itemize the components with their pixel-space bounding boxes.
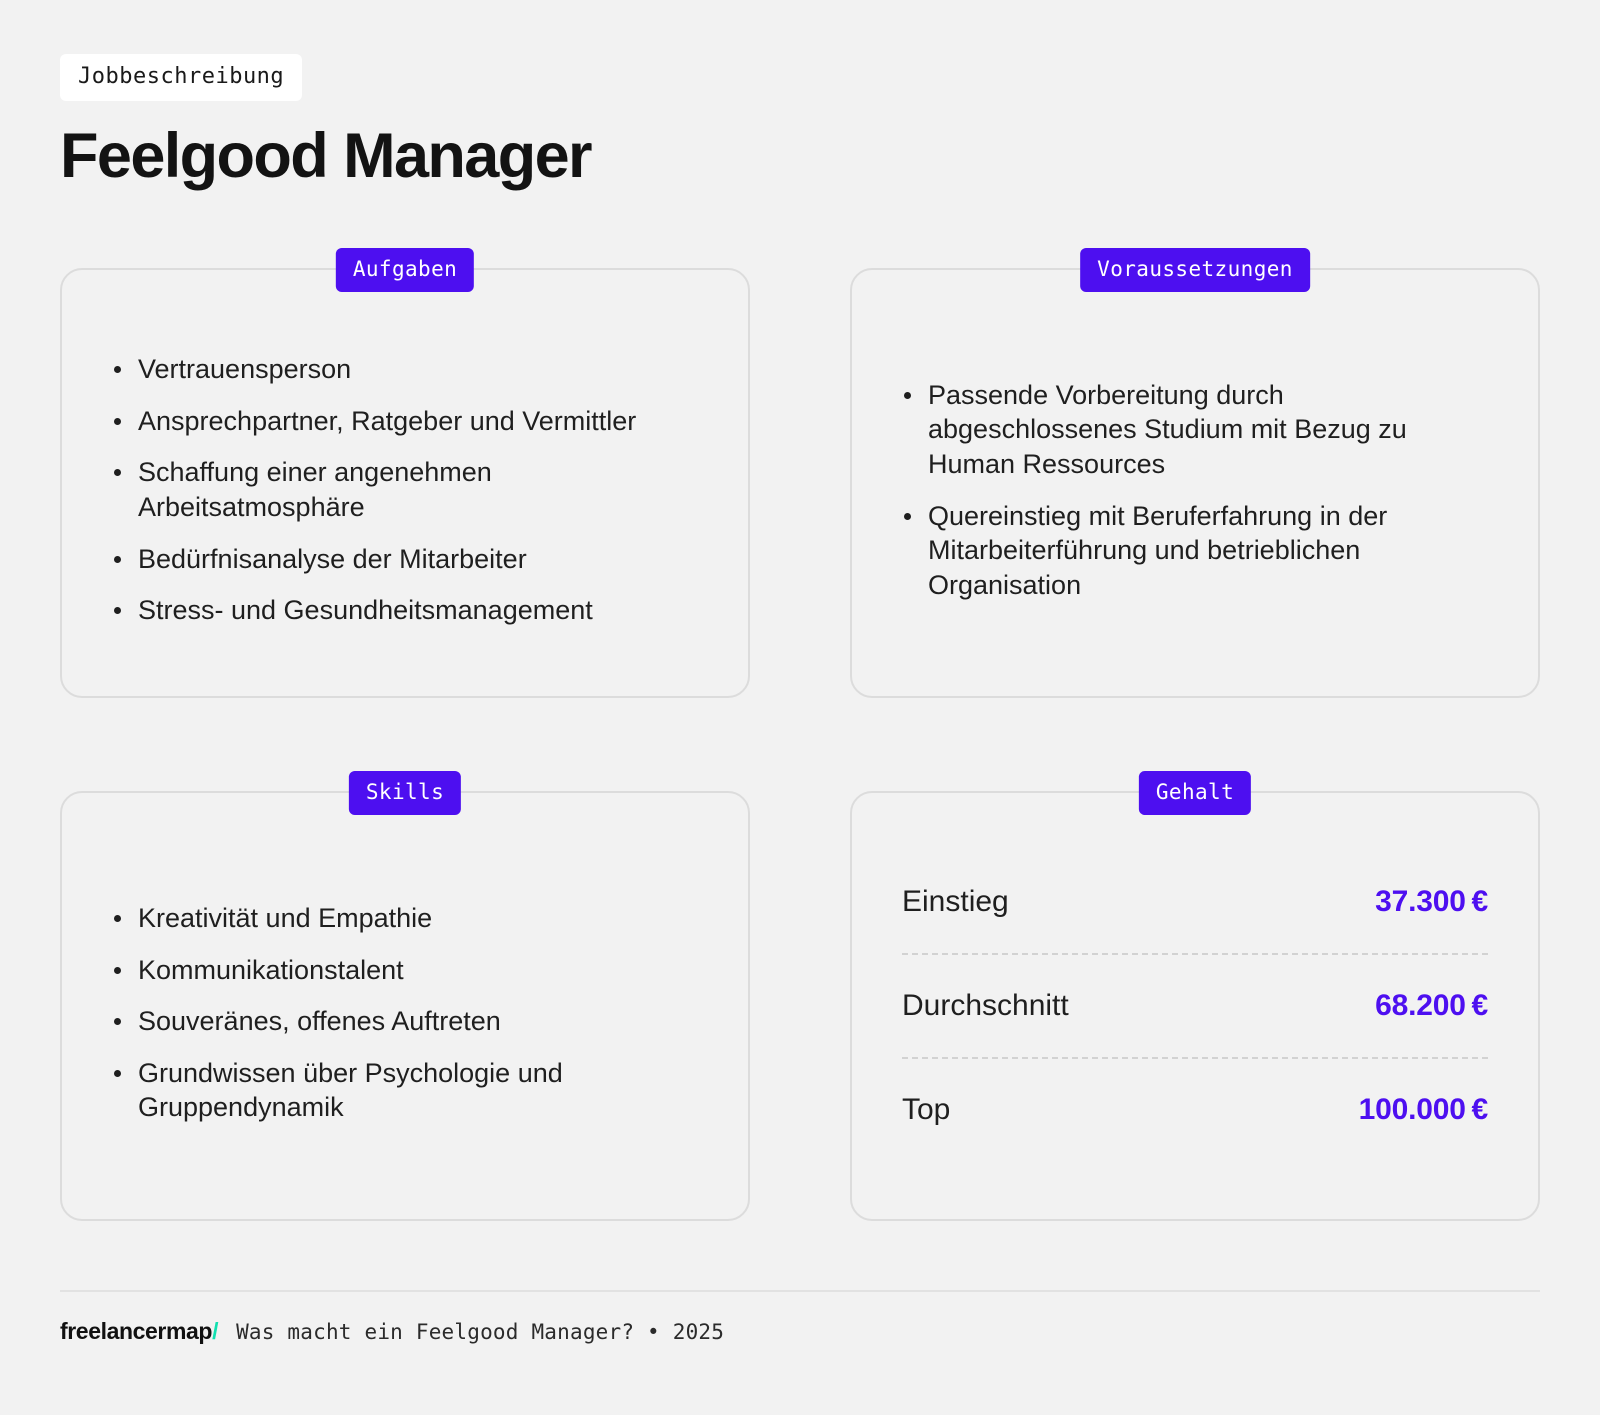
list-item: Souveränes, offenes Auftreten	[102, 1004, 708, 1039]
card-requirements	[850, 257, 1540, 698]
list-item: Vertrauensperson	[102, 352, 708, 387]
brand-logo	[60, 1318, 218, 1345]
page-header	[60, 54, 1540, 189]
page-title: Feelgood Manager	[60, 121, 591, 191]
list-item: Stress- und Gesundheitsmanagement	[102, 593, 708, 628]
card-skills-body	[60, 791, 750, 1221]
salary-label: Einstieg	[902, 885, 1009, 918]
list-item: Ansprechpartner, Ratgeber und Vermittler	[102, 404, 708, 439]
salary-row-average	[898, 983, 1492, 1029]
card-salary	[850, 780, 1540, 1221]
list-item: Bedürfnisanalyse der Mitarbeiter	[102, 542, 708, 577]
salary-row-entry	[898, 879, 1492, 925]
eyebrow-badge: Jobbeschreibung	[60, 54, 302, 101]
cards-grid	[60, 257, 1540, 1221]
card-tasks-body	[60, 268, 750, 698]
card-requirements-chip: Voraussetzungen	[1080, 248, 1310, 292]
list-item: Grundwissen über Psychologie und Gruppendynamik	[102, 1056, 708, 1125]
card-tasks	[60, 257, 750, 698]
card-tasks-chip: Aufgaben	[336, 248, 474, 292]
skills-list	[102, 901, 708, 1125]
divider	[902, 953, 1488, 955]
card-skills-chip: Skills	[349, 771, 461, 815]
list-item: Kommunikationstalent	[102, 953, 708, 988]
card-salary-body	[850, 791, 1540, 1221]
list-item: Kreativität und Empathie	[102, 901, 708, 936]
footer-caption: Was macht ein Feelgood Manager? • 2025	[236, 1319, 725, 1344]
salary-value: 100.000 €	[1358, 1093, 1488, 1126]
page-footer	[60, 1290, 1540, 1345]
list-item: Passende Vorbereitung durch abgeschlossenes Studium mit Bezug zu Human Ressources	[892, 378, 1498, 482]
list-item: Schaffung einer angenehmen Arbeitsatmosphäre	[102, 455, 708, 524]
salary-row-top	[898, 1087, 1492, 1133]
salary-value: 68.200 €	[1375, 989, 1488, 1022]
card-requirements-body	[850, 268, 1540, 698]
salary-label: Durchschnitt	[902, 989, 1069, 1022]
salary-value: 37.300 €	[1375, 885, 1488, 918]
card-salary-chip: Gehalt	[1139, 771, 1251, 815]
divider	[902, 1057, 1488, 1059]
salary-label: Top	[902, 1093, 951, 1126]
list-item: Quereinstieg mit Beruferfahrung in der Mitarbeiterführung und betrieblichen Organisation	[892, 499, 1498, 603]
brand-slash: /	[212, 1318, 219, 1344]
requirements-list	[892, 378, 1498, 602]
tasks-list	[102, 352, 708, 627]
brand-name: freelancermap	[60, 1318, 213, 1344]
card-skills	[60, 780, 750, 1221]
